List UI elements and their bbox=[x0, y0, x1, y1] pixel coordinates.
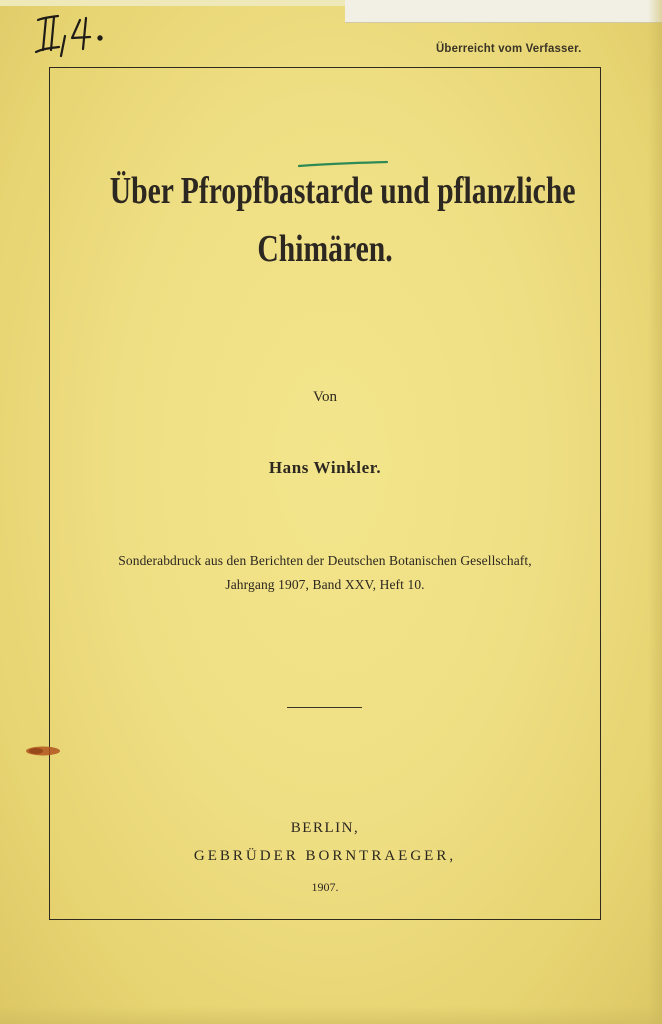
rust-stain bbox=[24, 745, 62, 757]
paper-top-strip bbox=[345, 0, 662, 23]
paper-wear-bottom bbox=[0, 1006, 662, 1024]
source-line-1: Sonderabdruck aus den Berichten der Deutschen Botanischen Gesellschaft, bbox=[118, 553, 532, 568]
title-line-1: Über Pfropfbastarde und pflanzliche bbox=[109, 170, 576, 212]
green-pen-underline bbox=[297, 160, 389, 170]
imprint-city: BERLIN, bbox=[290, 820, 360, 836]
imprint-publisher: GEBRÜDER BORNTRAEGER, bbox=[193, 848, 457, 864]
author-name: Hans Winkler. bbox=[268, 458, 382, 477]
presentation-note: Überreicht vom Verfasser. bbox=[436, 41, 582, 55]
title-line-2: Chimären. bbox=[257, 228, 393, 270]
paper-wear-right bbox=[648, 0, 662, 1024]
by-label: Von bbox=[313, 389, 337, 405]
source-line-2: Jahrgang 1907, Band XXV, Heft 10. bbox=[225, 577, 425, 592]
divider-rule bbox=[287, 707, 362, 708]
handwritten-shelfmark bbox=[32, 6, 122, 66]
imprint-year: 1907. bbox=[311, 880, 339, 894]
